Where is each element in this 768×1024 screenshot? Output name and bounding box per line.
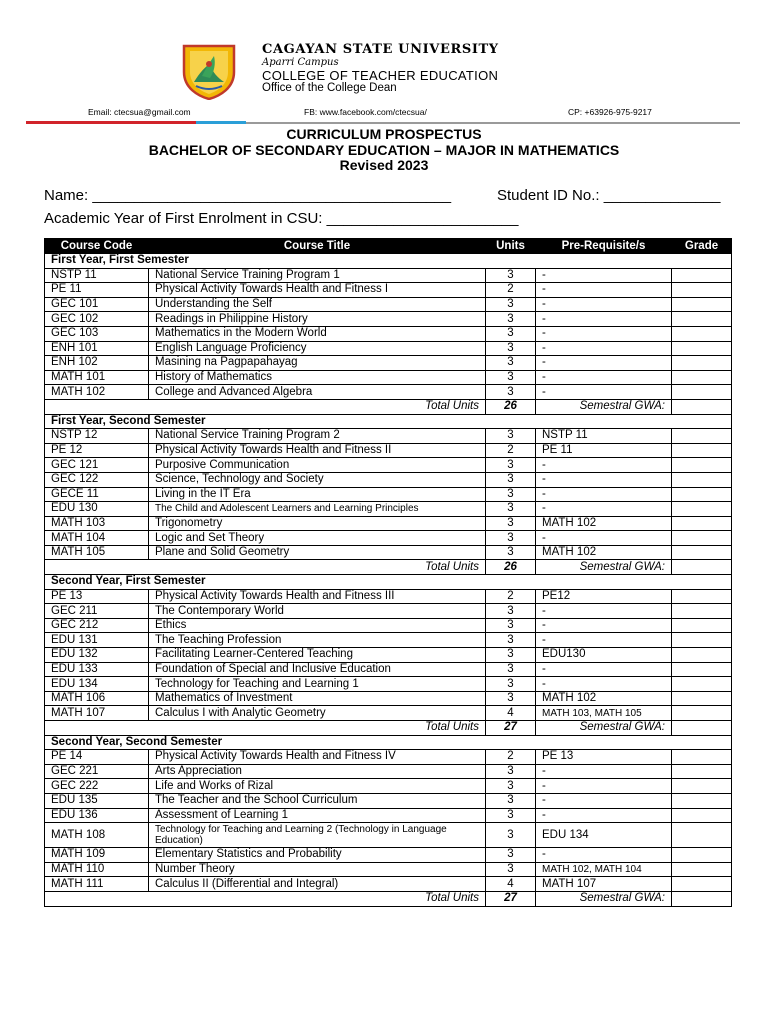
course-title: Elementary Statistics and Probability bbox=[149, 848, 486, 863]
course-units: 4 bbox=[486, 877, 536, 892]
course-grade[interactable] bbox=[672, 545, 732, 560]
course-row bbox=[45, 356, 732, 371]
course-title: Number Theory bbox=[149, 862, 486, 877]
course-row bbox=[45, 268, 732, 283]
course-grade[interactable] bbox=[672, 793, 732, 808]
course-grade[interactable] bbox=[672, 589, 732, 604]
header-rule-red bbox=[26, 121, 196, 124]
course-grade[interactable] bbox=[672, 750, 732, 765]
course-grade[interactable] bbox=[672, 283, 732, 298]
course-units: 3 bbox=[486, 429, 536, 444]
course-title: Plane and Solid Geometry bbox=[149, 545, 486, 560]
office-name: Office of the College Dean bbox=[262, 82, 397, 94]
course-units: 3 bbox=[486, 764, 536, 779]
semestral-gwa-label: Semestral GWA: bbox=[536, 721, 672, 736]
course-title: Assessment of Learning 1 bbox=[149, 808, 486, 823]
name-field-line: Name: ___________________________________________ bbox=[44, 187, 452, 204]
course-row bbox=[45, 648, 732, 663]
course-prerequisites: MATH 103, MATH 105 bbox=[536, 706, 672, 721]
course-grade[interactable] bbox=[672, 472, 732, 487]
course-code: MATH 110 bbox=[45, 862, 149, 877]
semester-header-row bbox=[45, 735, 732, 750]
course-row bbox=[45, 502, 732, 517]
course-code: EDU 133 bbox=[45, 662, 149, 677]
course-row bbox=[45, 297, 732, 312]
course-code: MATH 108 bbox=[45, 823, 149, 848]
course-grade[interactable] bbox=[672, 877, 732, 892]
course-code: MATH 101 bbox=[45, 370, 149, 385]
header-units: Units bbox=[486, 239, 536, 254]
total-units-value: 26 bbox=[486, 560, 536, 575]
course-title: Living in the IT Era bbox=[149, 487, 486, 502]
contact-phone: CP: +63926-975-9217 bbox=[568, 107, 652, 117]
semestral-gwa-label: Semestral GWA: bbox=[536, 891, 672, 906]
university-name: CAGAYAN STATE UNIVERSITY bbox=[262, 42, 499, 57]
course-grade[interactable] bbox=[672, 633, 732, 648]
course-prerequisites: MATH 107 bbox=[536, 877, 672, 892]
course-units: 3 bbox=[486, 662, 536, 677]
course-title: The Child and Adolescent Learners and Learning Principles bbox=[149, 502, 486, 517]
course-prerequisites: NSTP 11 bbox=[536, 429, 672, 444]
course-title: Purposive Communication bbox=[149, 458, 486, 473]
course-title: Technology for Teaching and Learning 1 bbox=[149, 677, 486, 692]
course-units: 3 bbox=[486, 531, 536, 546]
course-row bbox=[45, 823, 732, 848]
course-code: MATH 107 bbox=[45, 706, 149, 721]
course-title: Physical Activity Towards Health and Fitness I bbox=[149, 283, 486, 298]
course-prerequisites: - bbox=[536, 356, 672, 371]
course-row bbox=[45, 370, 732, 385]
course-title: Readings in Philippine History bbox=[149, 312, 486, 327]
course-title: Mathematics of Investment bbox=[149, 691, 486, 706]
course-grade[interactable] bbox=[672, 648, 732, 663]
header-course-title: Course Title bbox=[149, 239, 486, 254]
course-prerequisites: PE 11 bbox=[536, 443, 672, 458]
course-row bbox=[45, 677, 732, 692]
course-code: PE 11 bbox=[45, 283, 149, 298]
course-units: 3 bbox=[486, 458, 536, 473]
table-header-row bbox=[45, 239, 732, 254]
course-grade[interactable] bbox=[672, 326, 732, 341]
course-grade[interactable] bbox=[672, 662, 732, 677]
course-row bbox=[45, 283, 732, 298]
course-units: 3 bbox=[486, 793, 536, 808]
header-course-code: Course Code bbox=[45, 239, 149, 254]
course-grade[interactable] bbox=[672, 341, 732, 356]
course-title: The Teaching Profession bbox=[149, 633, 486, 648]
semestral-gwa-value[interactable] bbox=[672, 560, 732, 575]
course-title: Facilitating Learner-Centered Teaching bbox=[149, 648, 486, 663]
course-units: 3 bbox=[486, 779, 536, 794]
course-title: Foundation of Special and Inclusive Education bbox=[149, 662, 486, 677]
course-units: 3 bbox=[486, 633, 536, 648]
course-row bbox=[45, 662, 732, 677]
course-units: 3 bbox=[486, 545, 536, 560]
course-code: GEC 102 bbox=[45, 312, 149, 327]
course-code: ENH 102 bbox=[45, 356, 149, 371]
semestral-gwa-label: Semestral GWA: bbox=[536, 399, 672, 414]
course-grade[interactable] bbox=[672, 618, 732, 633]
course-title: Ethics bbox=[149, 618, 486, 633]
course-row bbox=[45, 877, 732, 892]
course-units: 3 bbox=[486, 691, 536, 706]
course-row bbox=[45, 531, 732, 546]
course-title: Arts Appreciation bbox=[149, 764, 486, 779]
course-title: Physical Activity Towards Health and Fitness II bbox=[149, 443, 486, 458]
semester-title: First Year, First Semester bbox=[45, 254, 732, 269]
course-grade[interactable] bbox=[672, 268, 732, 283]
semester-title: Second Year, Second Semester bbox=[45, 735, 732, 750]
course-row bbox=[45, 516, 732, 531]
course-row bbox=[45, 472, 732, 487]
course-units: 3 bbox=[486, 848, 536, 863]
course-prerequisites: - bbox=[536, 502, 672, 517]
course-code: EDU 136 bbox=[45, 808, 149, 823]
total-units-label: Total Units bbox=[45, 399, 486, 414]
course-units: 3 bbox=[486, 385, 536, 400]
course-code: NSTP 12 bbox=[45, 429, 149, 444]
course-code: GEC 121 bbox=[45, 458, 149, 473]
course-code: MATH 111 bbox=[45, 877, 149, 892]
course-units: 3 bbox=[486, 823, 536, 848]
course-prerequisites: - bbox=[536, 385, 672, 400]
course-units: 4 bbox=[486, 706, 536, 721]
header-grade: Grade bbox=[672, 239, 732, 254]
course-units: 3 bbox=[486, 487, 536, 502]
course-title: Logic and Set Theory bbox=[149, 531, 486, 546]
document-titles bbox=[0, 127, 768, 174]
course-row bbox=[45, 326, 732, 341]
course-code: GEC 103 bbox=[45, 326, 149, 341]
course-code: MATH 104 bbox=[45, 531, 149, 546]
course-units: 3 bbox=[486, 356, 536, 371]
course-title: Technology for Teaching and Learning 2 (Technology in Language Education) bbox=[149, 823, 486, 848]
course-row bbox=[45, 764, 732, 779]
course-prerequisites: PE12 bbox=[536, 589, 672, 604]
course-row bbox=[45, 341, 732, 356]
total-units-row bbox=[45, 721, 732, 736]
course-code: PE 13 bbox=[45, 589, 149, 604]
course-grade[interactable] bbox=[672, 862, 732, 877]
semestral-gwa-value[interactable] bbox=[672, 721, 732, 736]
course-units: 3 bbox=[486, 297, 536, 312]
course-units: 3 bbox=[486, 312, 536, 327]
title-program: BACHELOR OF SECONDARY EDUCATION – MAJOR IN MATHEMATICS bbox=[148, 141, 620, 158]
course-prerequisites: MATH 102 bbox=[536, 691, 672, 706]
course-prerequisites: EDU130 bbox=[536, 648, 672, 663]
course-row bbox=[45, 779, 732, 794]
course-title: Science, Technology and Society bbox=[149, 472, 486, 487]
course-row bbox=[45, 487, 732, 502]
course-row bbox=[45, 848, 732, 863]
course-prerequisites: - bbox=[536, 633, 672, 648]
course-grade[interactable] bbox=[672, 604, 732, 619]
course-units: 3 bbox=[486, 618, 536, 633]
course-code: GEC 222 bbox=[45, 779, 149, 794]
course-title: History of Mathematics bbox=[149, 370, 486, 385]
course-grade[interactable] bbox=[672, 458, 732, 473]
course-prerequisites: PE 13 bbox=[536, 750, 672, 765]
course-grade[interactable] bbox=[672, 356, 732, 371]
course-grade[interactable] bbox=[672, 502, 732, 517]
course-prerequisites: - bbox=[536, 341, 672, 356]
course-code: EDU 131 bbox=[45, 633, 149, 648]
course-title: National Service Training Program 1 bbox=[149, 268, 486, 283]
semester-title: Second Year, First Semester bbox=[45, 575, 732, 590]
course-title: National Service Training Program 2 bbox=[149, 429, 486, 444]
total-units-row bbox=[45, 560, 732, 575]
course-prerequisites: - bbox=[536, 487, 672, 502]
course-title: Understanding the Self bbox=[149, 297, 486, 312]
course-title: Masining na Pagpapahayag bbox=[149, 356, 486, 371]
course-row bbox=[45, 545, 732, 560]
student-id-field-line: Student ID No.: ______________ bbox=[497, 187, 721, 204]
course-code: EDU 134 bbox=[45, 677, 149, 692]
course-prerequisites: - bbox=[536, 764, 672, 779]
course-code: PE 12 bbox=[45, 443, 149, 458]
course-title: College and Advanced Algebra bbox=[149, 385, 486, 400]
semester-header-row bbox=[45, 575, 732, 590]
header-rule-gray bbox=[246, 122, 740, 124]
course-grade[interactable] bbox=[672, 706, 732, 721]
course-prerequisites: - bbox=[536, 268, 672, 283]
semester-header-row bbox=[45, 254, 732, 269]
course-units: 3 bbox=[486, 268, 536, 283]
course-units: 3 bbox=[486, 502, 536, 517]
course-grade[interactable] bbox=[672, 677, 732, 692]
curriculum-table bbox=[44, 238, 732, 907]
course-units: 2 bbox=[486, 589, 536, 604]
course-prerequisites: EDU 134 bbox=[536, 823, 672, 848]
course-prerequisites: - bbox=[536, 677, 672, 692]
course-row bbox=[45, 443, 732, 458]
total-units-row bbox=[45, 399, 732, 414]
total-units-row bbox=[45, 891, 732, 906]
course-code: GEC 221 bbox=[45, 764, 149, 779]
course-row bbox=[45, 458, 732, 473]
total-units-value: 27 bbox=[486, 891, 536, 906]
course-grade[interactable] bbox=[672, 691, 732, 706]
course-units: 2 bbox=[486, 283, 536, 298]
course-prerequisites: - bbox=[536, 662, 672, 677]
course-prerequisites: MATH 102, MATH 104 bbox=[536, 862, 672, 877]
contact-email: Email: ctecsua@gmail.com bbox=[88, 107, 191, 117]
course-units: 2 bbox=[486, 750, 536, 765]
semestral-gwa-value[interactable] bbox=[672, 399, 732, 414]
course-prerequisites: - bbox=[536, 531, 672, 546]
course-grade[interactable] bbox=[672, 312, 732, 327]
course-code: ENH 101 bbox=[45, 341, 149, 356]
course-code: EDU 130 bbox=[45, 502, 149, 517]
course-code: MATH 106 bbox=[45, 691, 149, 706]
course-prerequisites: - bbox=[536, 283, 672, 298]
course-code: MATH 102 bbox=[45, 385, 149, 400]
course-units: 3 bbox=[486, 370, 536, 385]
course-grade[interactable] bbox=[672, 516, 732, 531]
course-grade[interactable] bbox=[672, 370, 732, 385]
course-prerequisites: - bbox=[536, 793, 672, 808]
course-row bbox=[45, 385, 732, 400]
course-code: NSTP 11 bbox=[45, 268, 149, 283]
course-grade[interactable] bbox=[672, 823, 732, 848]
course-prerequisites: - bbox=[536, 326, 672, 341]
campus-name: Aparri Campus bbox=[262, 57, 339, 68]
course-title: The Teacher and the School Curriculum bbox=[149, 793, 486, 808]
course-code: GEC 211 bbox=[45, 604, 149, 619]
course-prerequisites: MATH 102 bbox=[536, 516, 672, 531]
course-prerequisites: MATH 102 bbox=[536, 545, 672, 560]
course-prerequisites: - bbox=[536, 848, 672, 863]
course-grade[interactable] bbox=[672, 429, 732, 444]
course-row bbox=[45, 589, 732, 604]
course-grade[interactable] bbox=[672, 848, 732, 863]
contact-facebook: FB: www.facebook.com/ctecsua/ bbox=[304, 107, 427, 117]
course-prerequisites: - bbox=[536, 458, 672, 473]
course-code: EDU 135 bbox=[45, 793, 149, 808]
course-grade[interactable] bbox=[672, 443, 732, 458]
total-units-label: Total Units bbox=[45, 721, 486, 736]
course-title: Trigonometry bbox=[149, 516, 486, 531]
course-title: Life and Works of Rizal bbox=[149, 779, 486, 794]
course-units: 3 bbox=[486, 472, 536, 487]
course-code: GEC 212 bbox=[45, 618, 149, 633]
course-row bbox=[45, 808, 732, 823]
semester-header-row bbox=[45, 414, 732, 429]
total-units-value: 27 bbox=[486, 721, 536, 736]
course-row bbox=[45, 604, 732, 619]
semestral-gwa-label: Semestral GWA: bbox=[536, 560, 672, 575]
course-units: 3 bbox=[486, 648, 536, 663]
course-prerequisites: - bbox=[536, 370, 672, 385]
course-row bbox=[45, 793, 732, 808]
course-grade[interactable] bbox=[672, 385, 732, 400]
course-units: 3 bbox=[486, 326, 536, 341]
course-row bbox=[45, 429, 732, 444]
course-row bbox=[45, 750, 732, 765]
header-rule-blue bbox=[196, 121, 246, 124]
course-row bbox=[45, 862, 732, 877]
course-grade[interactable] bbox=[672, 487, 732, 502]
university-seal-logo bbox=[180, 42, 238, 100]
course-code: GEC 122 bbox=[45, 472, 149, 487]
title-prospectus: CURRICULUM PROSPECTUS bbox=[286, 126, 482, 142]
course-grade[interactable] bbox=[672, 531, 732, 546]
course-prerequisites: - bbox=[536, 312, 672, 327]
course-prerequisites: - bbox=[536, 472, 672, 487]
course-units: 3 bbox=[486, 862, 536, 877]
course-row bbox=[45, 312, 732, 327]
course-units: 3 bbox=[486, 677, 536, 692]
course-grade[interactable] bbox=[672, 764, 732, 779]
letterhead bbox=[0, 0, 768, 128]
total-units-value: 26 bbox=[486, 399, 536, 414]
course-units: 2 bbox=[486, 443, 536, 458]
course-prerequisites: - bbox=[536, 618, 672, 633]
course-row bbox=[45, 633, 732, 648]
course-units: 3 bbox=[486, 341, 536, 356]
course-code: MATH 103 bbox=[45, 516, 149, 531]
course-code: EDU 132 bbox=[45, 648, 149, 663]
semester-title: First Year, Second Semester bbox=[45, 414, 732, 429]
course-title: Calculus II (Differential and Integral) bbox=[149, 877, 486, 892]
course-title: Physical Activity Towards Health and Fitness IV bbox=[149, 750, 486, 765]
course-code: GECE 11 bbox=[45, 487, 149, 502]
course-code: MATH 109 bbox=[45, 848, 149, 863]
college-name: COLLEGE OF TEACHER EDUCATION bbox=[262, 68, 499, 83]
course-units: 3 bbox=[486, 604, 536, 619]
course-units: 3 bbox=[486, 516, 536, 531]
course-row bbox=[45, 691, 732, 706]
semestral-gwa-value[interactable] bbox=[672, 891, 732, 906]
course-title: Mathematics in the Modern World bbox=[149, 326, 486, 341]
course-units: 3 bbox=[486, 808, 536, 823]
course-grade[interactable] bbox=[672, 808, 732, 823]
course-code: PE 14 bbox=[45, 750, 149, 765]
course-code: GEC 101 bbox=[45, 297, 149, 312]
course-prerequisites: - bbox=[536, 779, 672, 794]
course-title: Calculus I with Analytic Geometry bbox=[149, 706, 486, 721]
header-prerequisites: Pre-Requisite/s bbox=[536, 239, 672, 254]
course-prerequisites: - bbox=[536, 604, 672, 619]
course-prerequisites: - bbox=[536, 297, 672, 312]
title-revision: Revised 2023 bbox=[339, 157, 429, 173]
total-units-label: Total Units bbox=[45, 560, 486, 575]
course-code: MATH 105 bbox=[45, 545, 149, 560]
course-title: English Language Proficiency bbox=[149, 341, 486, 356]
course-grade[interactable] bbox=[672, 297, 732, 312]
course-row bbox=[45, 618, 732, 633]
course-title: Physical Activity Towards Health and Fitness III bbox=[149, 589, 486, 604]
course-grade[interactable] bbox=[672, 779, 732, 794]
academic-year-field-line: Academic Year of First Enrolment in CSU: _______________________ bbox=[44, 210, 519, 227]
course-prerequisites: - bbox=[536, 808, 672, 823]
course-title: The Contemporary World bbox=[149, 604, 486, 619]
course-row bbox=[45, 706, 732, 721]
total-units-label: Total Units bbox=[45, 891, 486, 906]
